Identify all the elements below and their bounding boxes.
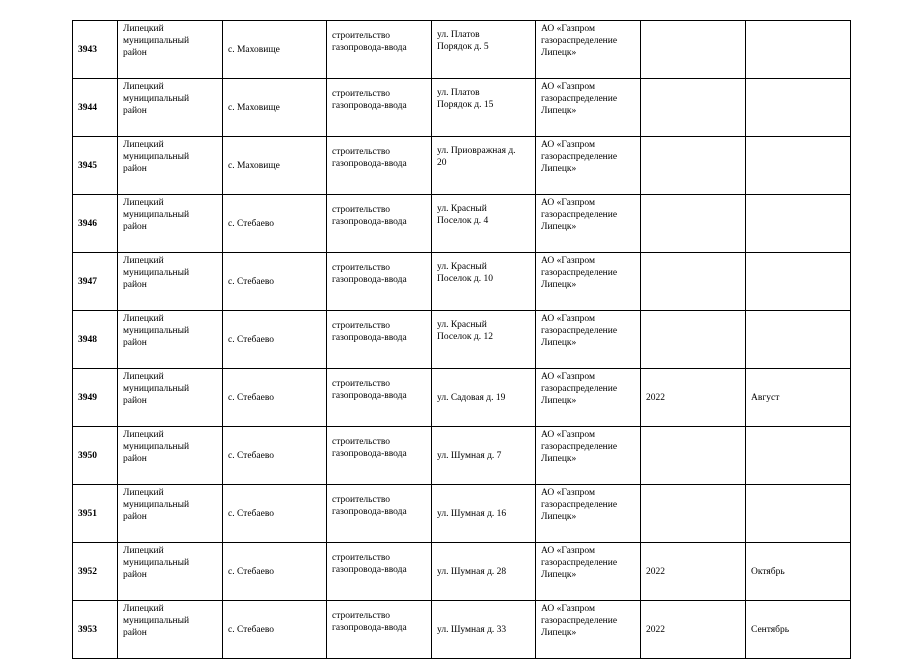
street-cell-line: ул. Платов [437,30,480,40]
work-type-cell-line: строительство [332,89,391,99]
organization-cell-line: газораспределение [541,616,618,626]
street-cell-line: ул. Шумная д. 7 [437,450,502,461]
street-cell [432,601,536,659]
year-cell: 2022 [641,369,746,427]
street-cell [432,137,536,195]
work-type-cell [327,137,432,195]
work-type-cell [327,369,432,427]
district-cell-line: муниципальный [123,94,190,104]
organization-cell-line: газораспределение [541,152,618,162]
street-cell-line: ул. Шумная д. 33 [437,624,507,635]
district-cell [118,601,223,659]
year-cell [641,253,746,311]
street-cell-line: ул. Приовражная д. [437,146,516,156]
street-cell [432,369,536,427]
organization-cell [536,543,641,601]
organization-cell-line: газораспределение [541,500,618,510]
street-cell-line: ул. Красный [437,262,487,272]
street-cell-line: ул. Платов [437,88,480,98]
table-body [73,21,851,659]
district-cell [118,311,223,369]
table-row [73,543,851,601]
work-type-cell-line: строительство [332,147,391,157]
organization-cell-line: АО «Газпром [541,372,596,382]
work-type-cell-line: газопровода-ввода [332,565,407,575]
district-cell-line: район [123,570,147,580]
district-cell-line: Липецкий [123,314,164,324]
row-number-cell: 3950 [73,427,118,485]
street-cell-line: Поселок д. 12 [437,332,493,342]
district-cell-line: Липецкий [123,372,164,382]
district-cell-line: муниципальный [123,152,190,162]
work-type-cell-line: строительство [332,31,391,41]
district-cell-line: район [123,48,147,58]
table-row [73,485,851,543]
district-cell-line: муниципальный [123,210,190,220]
street-cell [432,21,536,79]
work-type-cell-line: строительство [332,263,391,273]
table-row [73,601,851,659]
month-cell [746,195,851,253]
district-cell-line: район [123,396,147,406]
work-type-cell-line: газопровода-ввода [332,101,407,111]
organization-cell-line: газораспределение [541,442,618,452]
work-type-cell-line: газопровода-ввода [332,507,407,517]
village-cell: с. Стебаево [223,253,327,311]
district-cell-line: Липецкий [123,430,164,440]
district-cell-line: муниципальный [123,384,190,394]
district-cell-line: муниципальный [123,500,190,510]
district-cell [118,369,223,427]
district-cell [118,79,223,137]
organization-cell-line: Липецк» [541,280,577,290]
organization-cell [536,601,641,659]
organization-cell-line: газораспределение [541,94,618,104]
district-cell-line: район [123,628,147,638]
district-cell-line: Липецкий [123,198,164,208]
street-cell [432,253,536,311]
month-cell [746,79,851,137]
district-cell-line: Липецкий [123,82,164,92]
street-cell-line: 20 [437,158,447,168]
organization-cell-line: Липецк» [541,570,577,580]
organization-cell [536,79,641,137]
village-cell: с. Маховище [223,137,327,195]
month-cell: Август [746,369,851,427]
organization-cell-line: газораспределение [541,36,618,46]
organization-cell-line: АО «Газпром [541,256,596,266]
work-type-cell-line: строительство [332,321,391,331]
organization-cell-line: газораспределение [541,384,618,394]
work-type-cell-line: газопровода-ввода [332,391,407,401]
month-cell: Сентябрь [746,601,851,659]
district-cell [118,253,223,311]
month-cell [746,427,851,485]
district-cell-line: район [123,512,147,522]
organization-cell [536,369,641,427]
row-number-cell: 3945 [73,137,118,195]
district-cell-line: район [123,280,147,290]
work-type-cell-line: строительство [332,495,391,505]
organization-cell-line: газораспределение [541,326,618,336]
organization-cell-line: газораспределение [541,268,618,278]
district-cell-line: Липецкий [123,488,164,498]
row-number-cell: 3949 [73,369,118,427]
year-cell [641,195,746,253]
organization-cell-line: АО «Газпром [541,488,596,498]
street-cell-line: ул. Красный [437,320,487,330]
row-number-cell: 3946 [73,195,118,253]
organization-cell-line: Липецк» [541,338,577,348]
organization-cell-line: АО «Газпром [541,140,596,150]
month-cell [746,311,851,369]
work-type-cell-line: газопровода-ввода [332,275,407,285]
work-type-cell-line: строительство [332,379,391,389]
street-cell-line: ул. Красный [437,204,487,214]
village-cell: с. Стебаево [223,485,327,543]
organization-cell-line: АО «Газпром [541,24,596,34]
district-cell-line: муниципальный [123,36,190,46]
row-number-cell: 3953 [73,601,118,659]
district-cell-line: район [123,338,147,348]
work-type-cell-line: строительство [332,205,391,215]
organization-cell-line: Липецк» [541,222,577,232]
district-cell [118,543,223,601]
organization-cell-line: АО «Газпром [541,430,596,440]
work-type-cell-line: газопровода-ввода [332,43,407,53]
organization-cell-line: АО «Газпром [541,82,596,92]
gas-works-table [72,20,851,659]
work-type-cell-line: газопровода-ввода [332,623,407,633]
month-cell: Октябрь [746,543,851,601]
organization-cell-line: Липецк» [541,106,577,116]
district-cell-line: муниципальный [123,326,190,336]
organization-cell-line: АО «Газпром [541,314,596,324]
village-cell: с. Стебаево [223,427,327,485]
table-row [73,311,851,369]
organization-cell [536,137,641,195]
work-type-cell-line: строительство [332,553,391,563]
table-row [73,427,851,485]
district-cell-line: Липецкий [123,604,164,614]
village-cell: с. Стебаево [223,601,327,659]
street-cell-line: Порядок д. 15 [437,100,494,110]
organization-cell [536,195,641,253]
year-cell: 2022 [641,601,746,659]
street-cell-line: ул. Шумная д. 16 [437,508,507,519]
district-cell-line: муниципальный [123,442,190,452]
year-cell: 2022 [641,543,746,601]
organization-cell-line: Липецк» [541,164,577,174]
month-cell [746,485,851,543]
district-cell-line: муниципальный [123,558,190,568]
row-number-cell: 3944 [73,79,118,137]
street-cell [432,311,536,369]
street-cell-line: ул. Садовая д. 19 [437,392,506,403]
work-type-cell-line: строительство [332,611,391,621]
district-cell-line: Липецкий [123,546,164,556]
district-cell-line: район [123,106,147,116]
street-cell-line: Порядок д. 5 [437,42,489,52]
row-number-cell: 3951 [73,485,118,543]
work-type-cell-line: газопровода-ввода [332,217,407,227]
work-type-cell [327,253,432,311]
street-cell [432,543,536,601]
table-row [73,195,851,253]
organization-cell-line: АО «Газпром [541,546,596,556]
work-type-cell [327,485,432,543]
district-cell [118,137,223,195]
table-row [73,369,851,427]
village-cell: с. Стебаево [223,543,327,601]
village-cell: с. Маховище [223,21,327,79]
organization-cell [536,21,641,79]
table-row [73,137,851,195]
organization-cell-line: Липецк» [541,512,577,522]
organization-cell [536,427,641,485]
year-cell [641,21,746,79]
table-row [73,21,851,79]
district-cell-line: Липецкий [123,256,164,266]
work-type-cell-line: газопровода-ввода [332,333,407,343]
organization-cell-line: АО «Газпром [541,198,596,208]
work-type-cell [327,543,432,601]
year-cell [641,137,746,195]
work-type-cell [327,311,432,369]
work-type-cell-line: газопровода-ввода [332,449,407,459]
row-number-cell: 3943 [73,21,118,79]
district-cell [118,21,223,79]
street-cell-line: Поселок д. 4 [437,216,489,226]
village-cell: с. Стебаево [223,311,327,369]
village-cell: с. Стебаево [223,195,327,253]
street-cell [432,79,536,137]
street-cell [432,485,536,543]
organization-cell [536,485,641,543]
month-cell [746,253,851,311]
organization-cell-line: Липецк» [541,48,577,58]
month-cell [746,21,851,79]
work-type-cell [327,195,432,253]
street-cell-line: ул. Шумная д. 28 [437,566,507,577]
organization-cell [536,253,641,311]
district-cell-line: Липецкий [123,140,164,150]
work-type-cell [327,427,432,485]
work-type-cell [327,21,432,79]
district-cell [118,195,223,253]
work-type-cell-line: газопровода-ввода [332,159,407,169]
district-cell-line: район [123,164,147,174]
row-number-cell: 3948 [73,311,118,369]
year-cell [641,79,746,137]
organization-cell-line: газораспределение [541,210,618,220]
row-number-cell: 3952 [73,543,118,601]
street-cell-line: Поселок д. 10 [437,274,493,284]
work-type-cell [327,79,432,137]
work-type-cell-line: строительство [332,437,391,447]
organization-cell-line: АО «Газпром [541,604,596,614]
village-cell: с. Стебаево [223,369,327,427]
district-cell-line: район [123,222,147,232]
month-cell [746,137,851,195]
district-cell [118,427,223,485]
year-cell [641,485,746,543]
year-cell [641,427,746,485]
table-row [73,79,851,137]
village-cell: с. Маховище [223,79,327,137]
street-cell [432,195,536,253]
organization-cell-line: Липецк» [541,396,577,406]
work-type-cell [327,601,432,659]
district-cell [118,485,223,543]
district-cell-line: муниципальный [123,268,190,278]
organization-cell-line: Липецк» [541,628,577,638]
year-cell [641,311,746,369]
organization-cell-line: Липецк» [541,454,577,464]
district-cell-line: район [123,454,147,464]
row-number-cell: 3947 [73,253,118,311]
street-cell [432,427,536,485]
organization-cell [536,311,641,369]
district-cell-line: муниципальный [123,616,190,626]
district-cell-line: Липецкий [123,24,164,34]
table-row [73,253,851,311]
organization-cell-line: газораспределение [541,558,618,568]
